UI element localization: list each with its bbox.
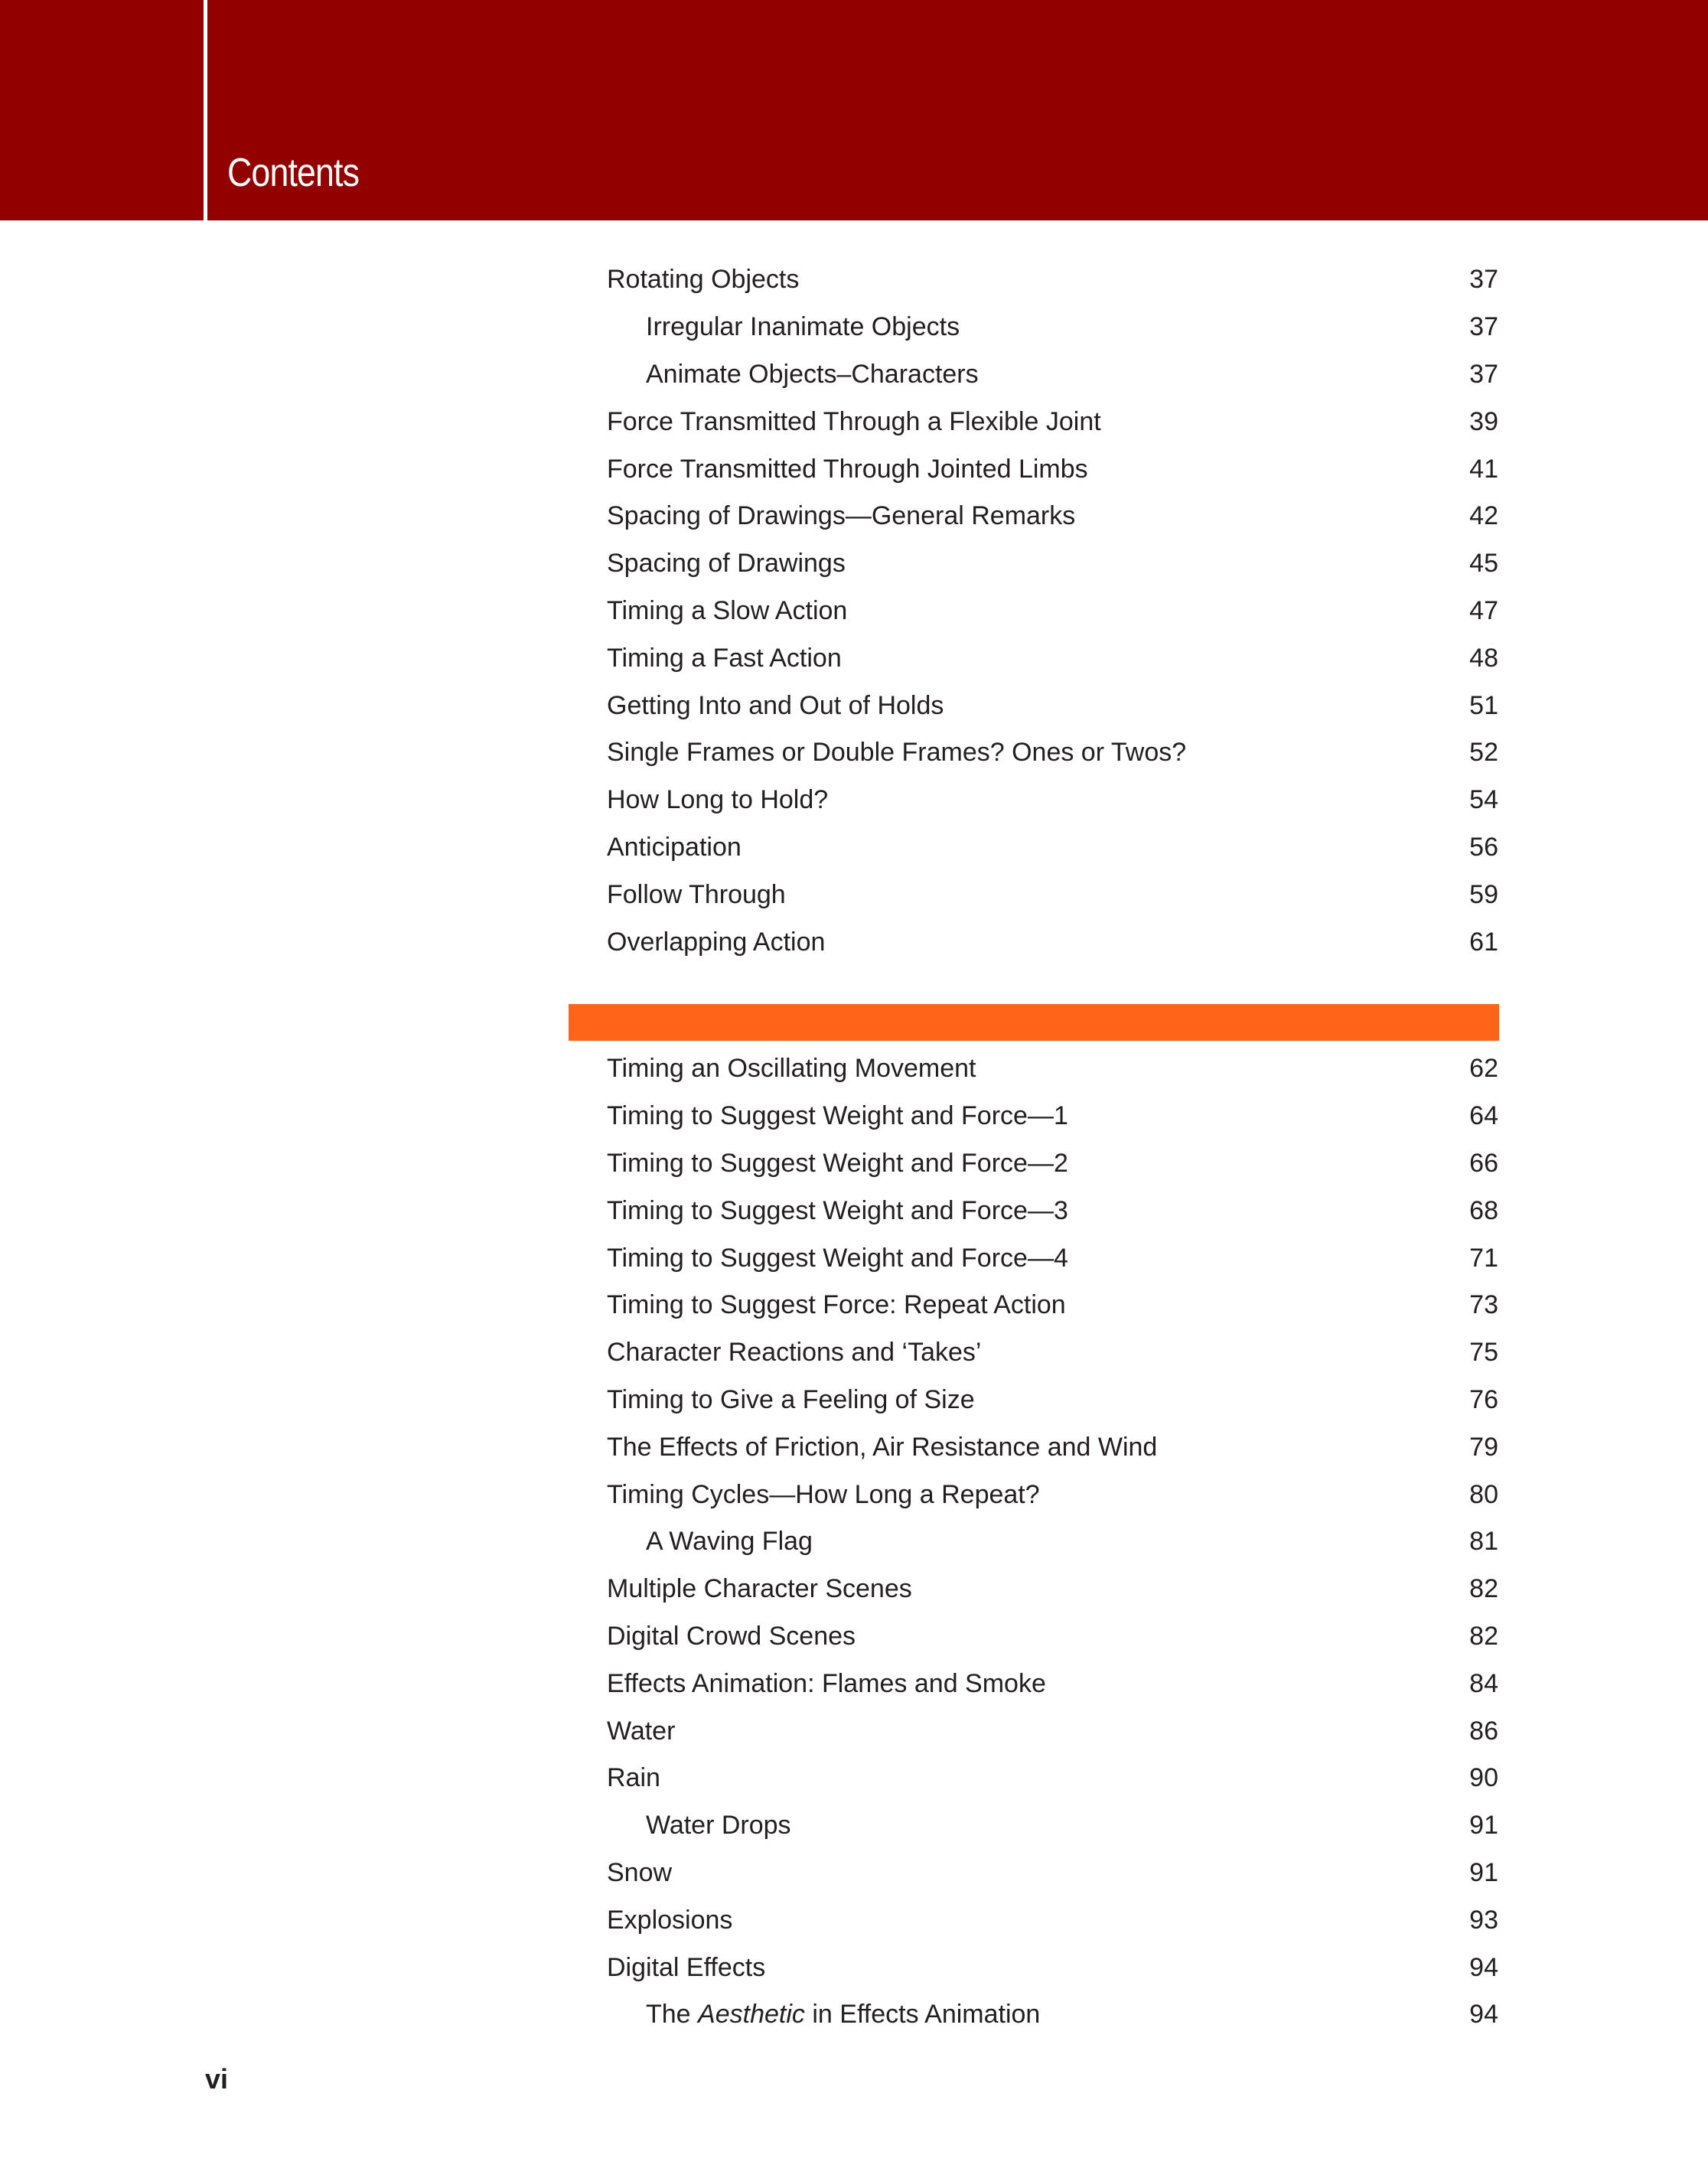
toc-entry-page: 37 (1469, 359, 1498, 389)
toc-entry-page: 61 (1469, 927, 1498, 957)
toc-entry-title: Timing a Fast Action (607, 643, 842, 673)
toc-entry[interactable] (607, 1896, 1498, 1944)
toc-entry-title: Effects Animation: Flames and Smoke (607, 1668, 1046, 1698)
toc-entry[interactable] (607, 1850, 1498, 1897)
toc-entry[interactable] (607, 1755, 1498, 1802)
toc-entry-title: Anticipation (607, 832, 742, 862)
toc-entry-title: Explosions (607, 1905, 733, 1935)
toc-entry-title: Force Transmitted Through Jointed Limbs (607, 454, 1088, 484)
toc-entry-title: Timing a Slow Action (607, 595, 848, 625)
toc-entry-title: Rain (607, 1763, 660, 1793)
toc-entry-title: Snow (607, 1857, 673, 1887)
toc-entry[interactable] (607, 1045, 1498, 1093)
toc-entry-page: 45 (1469, 549, 1498, 579)
toc-entry-title: Timing Cycles—How Long a Repeat? (607, 1479, 1040, 1509)
toc-entry[interactable] (607, 445, 1498, 493)
toc-entry-title: Getting Into and Out of Holds (607, 690, 944, 720)
toc-list-top (607, 256, 1498, 966)
toc-entry-page: 90 (1469, 1763, 1498, 1793)
toc-entry-title: How Long to Hold? (607, 785, 829, 815)
toc-entry-page: 94 (1469, 1952, 1498, 1982)
toc-entry[interactable] (607, 1282, 1498, 1329)
toc-entry[interactable] (607, 1944, 1498, 1991)
toc-entry-title: Spacing of Drawings (607, 549, 846, 579)
toc-entry[interactable] (607, 871, 1498, 918)
toc-entry-page: 75 (1469, 1338, 1498, 1368)
toc-entry-title: Timing to Suggest Weight and Force—4 (607, 1243, 1068, 1273)
toc-entry-page: 54 (1469, 785, 1498, 815)
toc-entry-page: 82 (1469, 1574, 1498, 1604)
toc-entry-title: Digital Crowd Scenes (607, 1621, 856, 1651)
toc-entry-page: 37 (1469, 312, 1498, 342)
toc-entry[interactable] (607, 1187, 1498, 1234)
toc-entry-page: 94 (1469, 2000, 1498, 2030)
toc-entry-title: Water (607, 1716, 676, 1746)
section-divider-bar (569, 1004, 1499, 1041)
toc-entry-page: 52 (1469, 738, 1498, 768)
toc-entry[interactable] (607, 1613, 1498, 1661)
toc-entry-page: 62 (1469, 1054, 1498, 1084)
toc-entry-title: Single Frames or Double Frames? Ones or Twos? (607, 738, 1187, 768)
toc-entry-title: A Waving Flag (646, 1527, 813, 1557)
toc-entry[interactable] (607, 1991, 1498, 2039)
toc-entry-page: 76 (1469, 1384, 1498, 1414)
toc-entry-page: 41 (1469, 454, 1498, 484)
toc-entry[interactable] (607, 918, 1498, 966)
toc-entry-title: Digital Effects (607, 1952, 766, 1982)
toc-entry[interactable] (607, 398, 1498, 445)
toc-entry-title: Timing to Suggest Force: Repeat Action (607, 1290, 1066, 1320)
toc-entry-page: 48 (1469, 643, 1498, 673)
toc-entry-title-italic: Aesthetic (698, 2000, 805, 2030)
toc-entry-title: Force Transmitted Through a Flexible Joint (607, 406, 1101, 436)
toc-entry[interactable] (607, 1518, 1498, 1566)
toc-entry-page: 80 (1469, 1479, 1498, 1509)
toc-entry[interactable] (607, 1140, 1498, 1188)
toc-entry[interactable] (607, 634, 1498, 682)
toc-entry[interactable] (607, 1093, 1498, 1140)
toc-entry-page: 42 (1469, 501, 1498, 531)
toc-entry-page: 64 (1469, 1101, 1498, 1131)
header-divider (204, 0, 207, 220)
toc-entry-title-suffix: in Effects Animation (804, 2000, 1041, 2030)
toc-entry[interactable] (607, 1660, 1498, 1707)
toc-entry-title: Character Reactions and ‘Takes’ (607, 1338, 982, 1368)
toc-entry-page: 47 (1469, 595, 1498, 625)
toc-entry-title: Overlapping Action (607, 927, 826, 957)
toc-entry[interactable] (607, 256, 1498, 304)
toc-entry[interactable] (607, 1802, 1498, 1850)
toc-entry-title-prefix: The (646, 2000, 699, 2030)
toc-entry-page: 66 (1469, 1148, 1498, 1178)
toc-entry[interactable] (607, 1377, 1498, 1424)
toc-entry[interactable] (607, 1423, 1498, 1471)
toc-entry-page: 56 (1469, 832, 1498, 862)
toc-entry-page: 82 (1469, 1621, 1498, 1651)
toc-entry[interactable] (607, 1707, 1498, 1755)
toc-entry-page: 91 (1469, 1811, 1498, 1841)
toc-entry-title: Timing to Suggest Weight and Force—1 (607, 1101, 1068, 1131)
header-band (0, 0, 1708, 220)
page-title: Contents (227, 151, 360, 195)
toc-entry-page: 79 (1469, 1432, 1498, 1462)
toc-entry[interactable] (607, 540, 1498, 588)
toc-entry-page: 68 (1469, 1195, 1498, 1225)
toc-entry-page: 84 (1469, 1668, 1498, 1698)
toc-entry-page: 37 (1469, 265, 1498, 295)
toc-entry[interactable] (607, 304, 1498, 351)
toc-entry-title: Multiple Character Scenes (607, 1574, 912, 1604)
toc-entry-page: 59 (1469, 879, 1498, 909)
toc-entry[interactable] (607, 824, 1498, 872)
toc-entry-title: Water Drops (646, 1811, 791, 1841)
toc-entry-title: Timing to Give a Feeling of Size (607, 1384, 975, 1414)
toc-entry[interactable] (607, 1471, 1498, 1518)
toc-entry-title: Irregular Inanimate Objects (646, 312, 960, 342)
toc-entry-title: Timing to Suggest Weight and Force—3 (607, 1195, 1068, 1225)
toc-entry-title: Animate Objects–Characters (646, 359, 979, 389)
toc-entry-title: Timing an Oscillating Movement (607, 1054, 976, 1084)
toc-entry-page: 39 (1469, 406, 1498, 436)
toc-entry[interactable] (607, 1566, 1498, 1613)
toc-entry-page: 93 (1469, 1905, 1498, 1935)
toc-entry-title: Rotating Objects (607, 265, 800, 295)
toc-entry-page: 81 (1469, 1527, 1498, 1557)
toc-entry[interactable] (607, 351, 1498, 399)
toc-entry-page: 73 (1469, 1290, 1498, 1320)
toc-entry-page: 51 (1469, 690, 1498, 720)
toc-entry[interactable] (607, 682, 1498, 729)
toc-entry[interactable] (607, 729, 1498, 777)
toc-list-bottom (607, 1045, 1498, 2039)
toc-entry-title: Timing to Suggest Weight and Force—2 (607, 1148, 1068, 1178)
toc-entry-title: Follow Through (607, 879, 786, 909)
toc-entry[interactable] (607, 1329, 1498, 1377)
toc-entry-page: 71 (1469, 1243, 1498, 1273)
toc-entry-title: The Effects of Friction, Air Resistance and Wind (607, 1432, 1158, 1462)
page-number-folio: vi (205, 2063, 229, 2095)
toc-entry-page: 91 (1469, 1857, 1498, 1887)
toc-entry-title (607, 2000, 1437, 2030)
toc-entry-page: 86 (1469, 1716, 1498, 1746)
toc-entry[interactable] (607, 777, 1498, 824)
toc-entry-title: Spacing of Drawings—General Remarks (607, 501, 1076, 531)
toc-entry[interactable] (607, 493, 1498, 540)
toc-entry[interactable] (607, 588, 1498, 635)
toc-entry[interactable] (607, 1234, 1498, 1282)
